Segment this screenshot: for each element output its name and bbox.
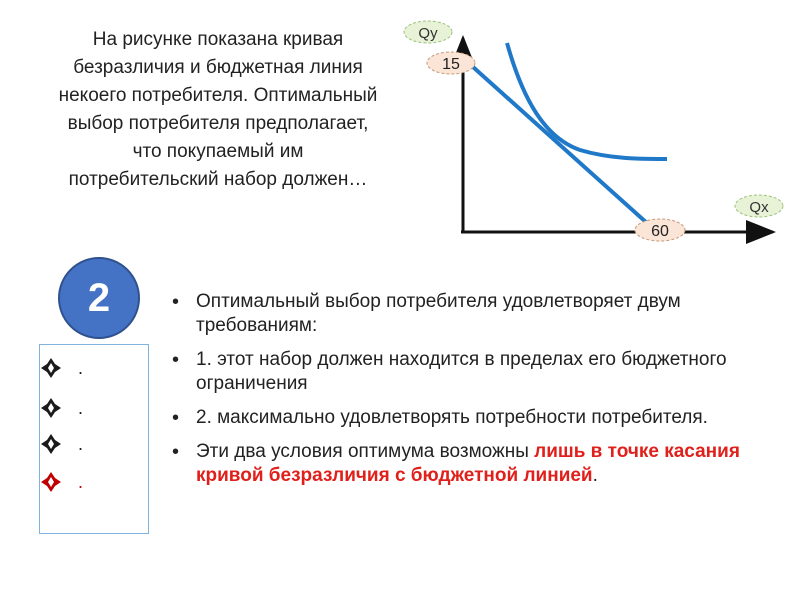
budget-line (463, 58, 657, 232)
y-axis-label: Qy (418, 25, 438, 42)
bullet-item: • 2. максимально удовлетворять потребности потребителя. (168, 406, 768, 430)
answer-number-badge: 2 (58, 257, 140, 339)
answer-list (39, 344, 149, 534)
indifference-curve-diagram (395, 10, 790, 250)
diamond-bullet-icon (40, 471, 62, 493)
answer-item-text: . (78, 433, 84, 454)
indifference-curve (507, 43, 667, 159)
y-intercept-label: 15 (442, 56, 460, 73)
answer-item-text: . (78, 357, 84, 378)
bullet-item: • 1. этот набор должен находится в пределах его бюджетного ограничения (168, 348, 768, 396)
answer-item (40, 395, 83, 421)
question-text: На рисунке показана кривая безразличия и бюджетная линия некоего потребителя. Оптимальный выбор потребителя предполагает, что покупаемый им потребительский набор должен… (58, 29, 378, 190)
bullet-text: . (592, 465, 598, 486)
bullet-item: • Оптимальный выбор потребителя удовлетворяет двум требованиям: (168, 290, 768, 338)
answer-item (40, 431, 83, 457)
answer-item (40, 355, 83, 381)
answer-item-text: . (78, 471, 84, 492)
diamond-bullet-icon (40, 433, 62, 455)
diamond-bullet-icon (40, 357, 62, 379)
x-axis-label: Qx (749, 199, 769, 216)
bullet-item (168, 440, 768, 488)
answer-item (40, 469, 83, 495)
diamond-bullet-icon (40, 397, 62, 419)
explanation-list (168, 290, 768, 498)
highlighted-conclusion: лишь в точке касания кривой безразличия с бюджетной линией (196, 441, 740, 486)
answer-item-text: . (78, 397, 84, 418)
x-intercept-label: 60 (651, 223, 669, 240)
bullet-text: Эти два условия оптимума возможны (196, 441, 535, 462)
